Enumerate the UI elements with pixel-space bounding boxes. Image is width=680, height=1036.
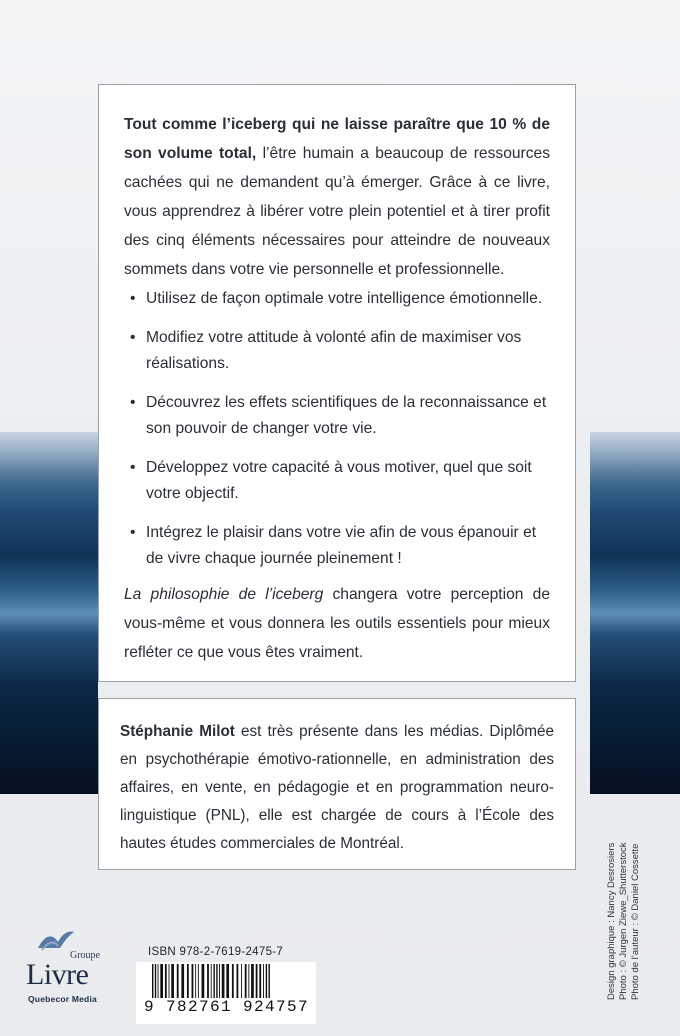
list-item-text: Utilisez de façon optimale votre intelligence émotionnelle. <box>146 290 543 307</box>
ocean-photo-left <box>0 432 98 794</box>
barcode-bar <box>152 964 153 1002</box>
barcode-bar <box>211 964 212 998</box>
credit-design: Design graphique : Nancy Desrosiers <box>606 842 617 1000</box>
barcode-bar <box>248 964 249 998</box>
credit-photo: Photo : © Jurgen Ziewe_Shutterstock <box>618 842 629 1000</box>
barcode-bar <box>259 964 261 998</box>
author-bio-text: est très présente dans les médias. Diplômée en psychothérapie émotivo-rationnelle, en administration des affaires, en vente, en pédagogie et en programmation neuro-linguistique (PNL), elle est chargée de cours à l’École des hautes études commerciales de Montréal. <box>120 723 554 852</box>
barcode-bar <box>222 964 225 998</box>
barcode-bar <box>198 964 199 998</box>
barcode-bar <box>213 964 214 1002</box>
closing-text: changera votre perception de vous-même et vous donnera les outils essentiels pour mieux refléter ce que vous êtes vraiment. <box>124 586 550 661</box>
list-item <box>124 390 550 442</box>
ocean-photo-right <box>590 432 680 794</box>
logo-groupe-text: Groupe <box>70 950 100 961</box>
barcode-bar <box>245 964 247 998</box>
barcode-bar <box>177 964 179 998</box>
list-item-text: Découvrez les effets scientifiques de la reconnaissance et son pouvoir de changer votre vie. <box>146 394 547 437</box>
barcode-bar <box>241 964 242 998</box>
barcode-bar <box>155 964 156 1002</box>
list-item <box>124 520 550 572</box>
list-item-text: Intégrez le plaisir dans votre vie afin de vous épanouir et de vivre chaque journée pleinement ! <box>146 524 537 567</box>
barcode-bar <box>158 964 159 998</box>
barcode-bar <box>165 964 167 998</box>
barcode-digits: 9 782761 924757 <box>144 998 310 1016</box>
barcode-bar <box>160 964 163 998</box>
barcode-bar <box>216 964 217 1002</box>
intro-text: l’être humain a beaucoup de ressources cachées qui ne demandent qu’à émerger. Grâce à ce livre, vous apprendrez à libérer votre plein potentiel et à tirer profit des cinq éléments nécessaires pour atteindre de nouveaux sommets dans votre vie personnelle et professionnelle. <box>124 145 550 278</box>
list-item-text: Modifiez votre attitude à volonté afin de maximiser vos réalisations. <box>146 329 522 372</box>
intro-bold-text: Tout comme l’iceberg qui ne laisse paraître que 10 % de son volume total, <box>124 116 550 162</box>
book-title: La philosophie de l’iceberg <box>124 586 324 603</box>
isbn-number: ISBN 978-2-7619-2475-7 <box>148 946 284 958</box>
barcode-bar <box>202 964 205 998</box>
bullet-dot: • <box>130 290 136 307</box>
barcode-bar <box>187 964 189 998</box>
barcode-bar <box>195 964 196 998</box>
credit-author-photo: Photo de l’auteur : © Daniel Cossette <box>630 843 641 1000</box>
barcode-bar <box>169 964 170 998</box>
barcode-bar <box>237 964 239 998</box>
benefits-list <box>124 286 550 585</box>
bullet-dot: • <box>130 394 136 411</box>
bullet-dot: • <box>130 329 136 346</box>
logo-media-text: Quebecor Media <box>28 994 97 1004</box>
barcode-bar <box>266 964 267 1002</box>
list-item <box>124 325 550 377</box>
barcode-bar <box>256 964 258 998</box>
list-item <box>124 286 550 312</box>
barcode-bar <box>171 964 174 998</box>
author-name: Stéphanie Milot <box>120 723 235 740</box>
intro-paragraph <box>124 110 550 284</box>
barcode-bar <box>192 964 194 998</box>
list-item <box>124 455 550 507</box>
bullet-dot: • <box>130 524 136 541</box>
logo-livre-text: Livre <box>26 958 89 991</box>
barcode-bar <box>226 964 229 998</box>
list-item-text: Développez votre capacité à vous motiver, quel que soit votre objectif. <box>146 459 532 502</box>
barcode-bar <box>251 964 254 998</box>
barcode-bar <box>181 964 184 998</box>
barcode-bar <box>263 964 264 998</box>
barcode-bar <box>269 964 270 1002</box>
barcode-bar <box>232 964 234 998</box>
bullet-dot: • <box>130 459 136 476</box>
closing-paragraph <box>124 580 550 667</box>
barcode-bar <box>207 964 209 998</box>
barcode-bars <box>136 962 316 1002</box>
publisher-logo <box>22 928 104 1014</box>
author-bio <box>120 718 554 858</box>
photo-credits <box>606 843 642 1001</box>
barcode-bar <box>219 964 220 998</box>
